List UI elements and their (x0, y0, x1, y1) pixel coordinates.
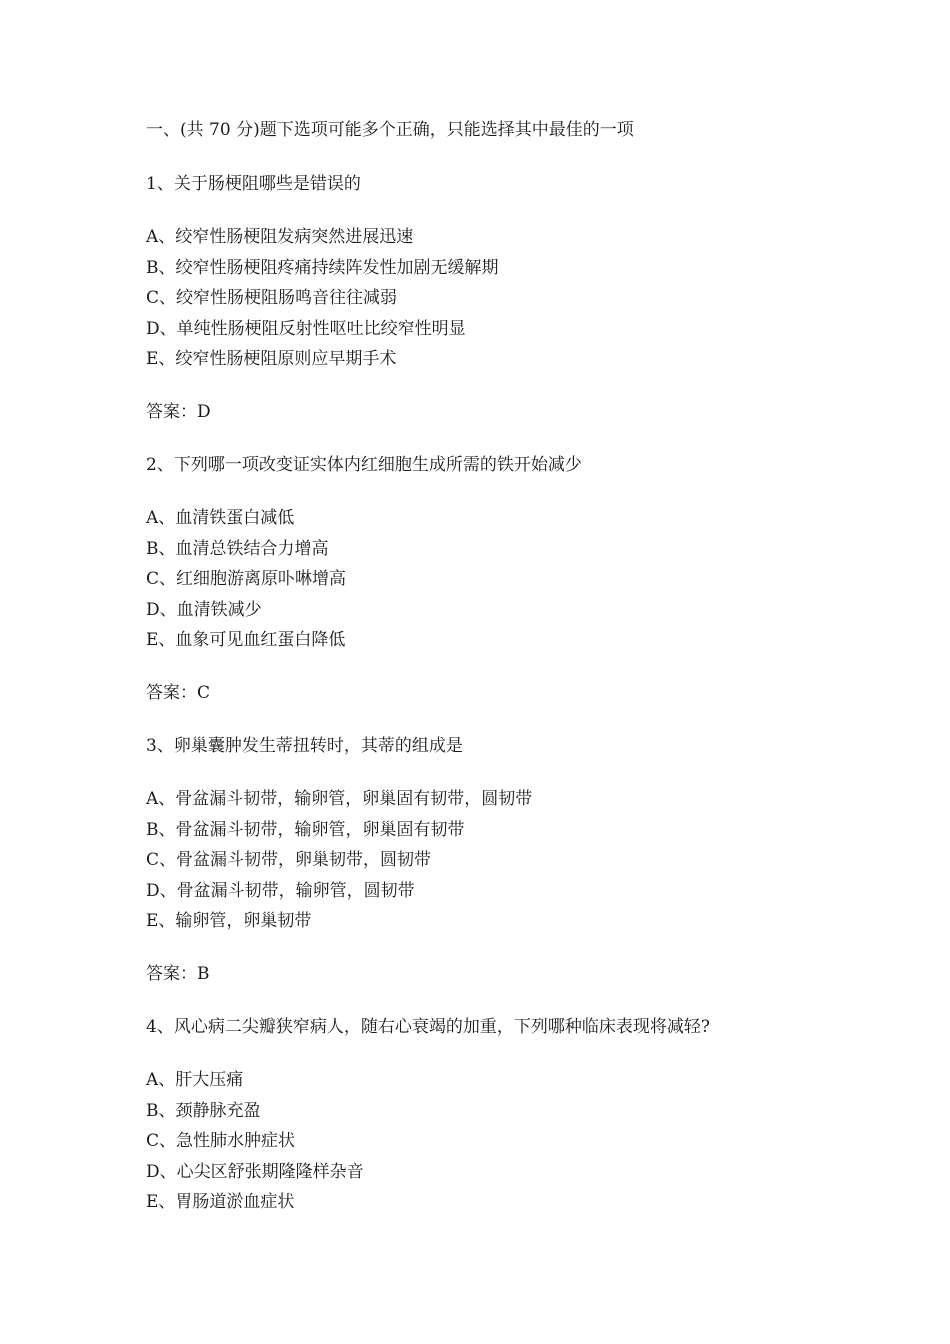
option-d: D、单纯性肠梗阻反射性呕吐比绞窄性明显 (146, 318, 466, 339)
question-4 (146, 1019, 906, 1225)
section-title: 一、(共 70 分)题下选项可能多个正确，只能选择其中最佳的一项 (146, 120, 634, 140)
option-e: E、胃肠道淤血症状 (146, 1192, 295, 1212)
question-1 (146, 176, 906, 421)
question-stem: 3、卵巢囊肿发生蒂扭转时，其蒂的组成是 (146, 736, 463, 756)
option-e: E、绞窄性肠梗阻原则应早期手术 (146, 349, 397, 369)
answer-value: D (197, 401, 211, 422)
option-e: E、输卵管，卵巢韧带 (146, 911, 312, 931)
answer-label: 答案： (146, 682, 197, 703)
question-stem: 1、关于肠梗阻哪些是错误的 (146, 174, 361, 194)
question-stem: 2、下列哪一项改变证实体内红细胞生成所需的铁开始减少 (146, 455, 582, 475)
option-a: A、肝大压痛 (146, 1070, 244, 1090)
option-e: E、血象可见血红蛋白降低 (146, 630, 346, 650)
answer-label: 答案： (146, 963, 197, 984)
answer-line (146, 401, 906, 422)
option-d: D、血清铁减少 (146, 599, 262, 620)
option-d: D、骨盆漏斗韧带，输卵管，圆韧带 (146, 880, 415, 901)
option-d: D、心尖区舒张期隆隆样杂音 (146, 1161, 364, 1182)
option-c: C、红细胞游离原卟啉增高 (146, 569, 347, 589)
option-a: A、骨盆漏斗韧带，输卵管，卵巢固有韧带，圆韧带 (146, 789, 533, 809)
option-b: B、颈静脉充盈 (146, 1100, 261, 1121)
answer-value: C (197, 682, 211, 703)
answer-value: B (197, 963, 210, 984)
answer-line (146, 963, 906, 984)
question-stem: 4、风心病二尖瓣狭窄病人，随右心衰竭的加重，下列哪种临床表现将减轻? (146, 1017, 710, 1037)
option-list (146, 791, 906, 944)
option-b: B、骨盆漏斗韧带，输卵管，卵巢固有韧带 (146, 819, 465, 840)
answer-line (146, 682, 906, 703)
option-list (146, 1072, 906, 1225)
option-b: B、血清总铁结合力增高 (146, 538, 329, 559)
option-a: A、血清铁蛋白减低 (146, 508, 295, 528)
option-list (146, 229, 906, 382)
option-list (146, 510, 906, 663)
question-3 (146, 738, 906, 983)
option-c: C、急性肺水肿症状 (146, 1131, 296, 1151)
option-b: B、绞窄性肠梗阻疼痛持续阵发性加剧无缓解期 (146, 257, 499, 278)
question-2 (146, 457, 906, 702)
answer-label: 答案： (146, 401, 197, 422)
option-a: A、绞窄性肠梗阻发病突然进展迅速 (146, 227, 414, 247)
option-c: C、绞窄性肠梗阻肠鸣音往往减弱 (146, 288, 398, 308)
option-c: C、骨盆漏斗韧带，卵巢韧带，圆韧带 (146, 850, 432, 870)
